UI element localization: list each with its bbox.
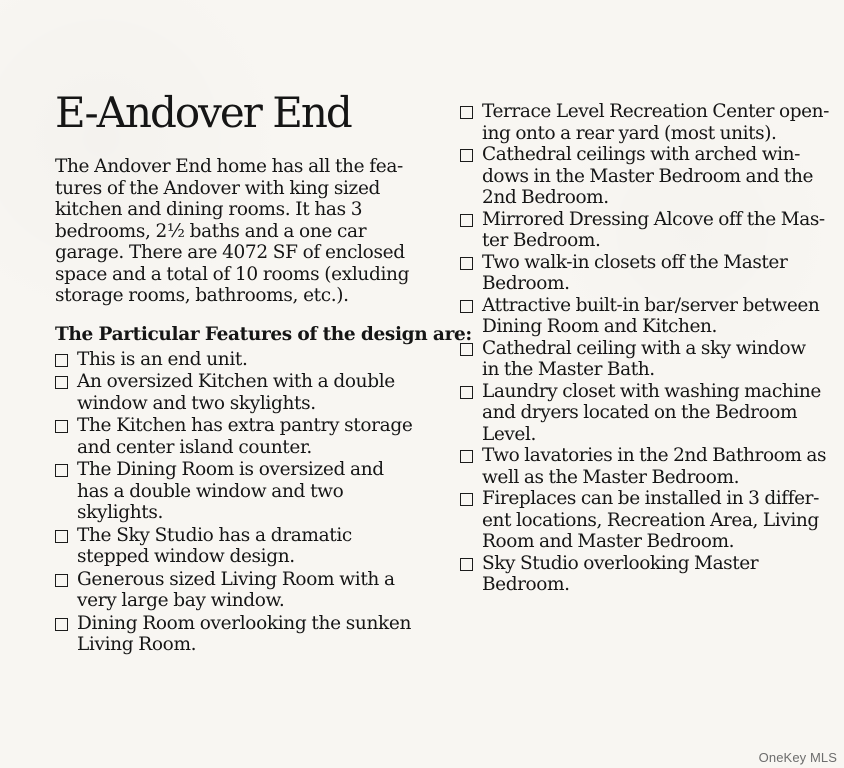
feature-item	[460, 488, 832, 553]
feature-text: Dining Room overlooking the sunken Living Room.	[77, 612, 412, 655]
watermark-text: OneKey MLS	[758, 750, 837, 765]
features-heading: The Particular Features of the design are:	[55, 323, 472, 345]
left-column	[55, 88, 472, 657]
feature-item	[55, 349, 425, 371]
feature-item	[55, 371, 425, 414]
feature-text: The Dining Room is oversized and has a double window and two skylights.	[77, 459, 384, 523]
feature-text: The Sky Studio has a dramatic stepped window design.	[77, 524, 352, 567]
feature-text: Sky Studio overlooking Master Bedroom.	[482, 552, 759, 595]
feature-item	[460, 252, 832, 295]
checkbox-icon	[460, 386, 473, 399]
feature-text: Laundry closet with washing machine and dryers located on the Bedroom Level.	[482, 380, 821, 445]
feature-item	[460, 295, 832, 338]
feature-text: Two walk-in closets off the Master Bedroom.	[482, 251, 788, 294]
checkbox-icon	[55, 574, 68, 587]
feature-item	[460, 553, 832, 596]
checkbox-icon	[460, 343, 473, 356]
feature-item	[460, 445, 832, 488]
feature-item	[55, 459, 425, 524]
feature-item	[55, 613, 425, 656]
checkbox-icon	[460, 558, 473, 571]
checkbox-icon	[460, 214, 473, 227]
intro-paragraph: The Andover End home has all the fea- tures of the Andover with king sized kitchen and dining rooms. It has 3 bedrooms, 2½ baths and a one car garage. There are 4072 SF of enclosed space and a total of 10 rooms (exluding storage rooms, bathrooms, etc.).	[55, 156, 410, 306]
feature-text: Attractive built-in bar/server between Dining Room and Kitchen.	[482, 294, 820, 337]
checkbox-icon	[460, 106, 473, 119]
checkbox-icon	[460, 450, 473, 463]
checkbox-icon	[55, 618, 68, 631]
feature-text: Generous sized Living Room with a very large bay window.	[77, 568, 395, 611]
right-column	[460, 101, 832, 596]
feature-text: The Kitchen has extra pantry storage and center island counter.	[77, 415, 413, 458]
feature-text: This is an end unit.	[77, 348, 248, 370]
left-feature-list	[55, 349, 425, 656]
feature-text: An oversized Kitchen with a double window and two skylights.	[77, 371, 395, 414]
feature-text: Mirrored Dressing Alcove off the Mas- ter Bedroom.	[482, 208, 825, 251]
right-feature-list	[460, 101, 832, 596]
feature-text: Fireplaces can be installed in 3 differ- ent locations, Recreation Area, Living Room and Master Bedroom.	[482, 488, 819, 552]
checkbox-icon	[55, 530, 68, 543]
feature-item	[460, 144, 832, 209]
checkbox-icon	[460, 149, 473, 162]
feature-item	[55, 569, 425, 612]
checkbox-icon	[55, 420, 68, 433]
checkbox-icon	[460, 300, 473, 313]
feature-item	[55, 525, 425, 568]
feature-item	[55, 415, 425, 458]
checkbox-icon	[55, 376, 68, 389]
checkbox-icon	[460, 493, 473, 506]
feature-item	[460, 381, 832, 446]
checkbox-icon	[55, 354, 68, 367]
feature-item	[460, 209, 832, 252]
feature-text: Two lavatories in the 2nd Bathroom as well as the Master Bedroom.	[482, 445, 827, 488]
feature-text: Terrace Level Recreation Center open- ing onto a rear yard (most units).	[482, 101, 830, 144]
feature-item	[460, 101, 832, 144]
feature-text: Cathedral ceilings with arched win- dows in the Master Bedroom and the 2nd Bedroom.	[482, 144, 813, 208]
checkbox-icon	[460, 257, 473, 270]
feature-text: Cathedral ceiling with a sky window in the Master Bath.	[482, 337, 806, 380]
page-title: E-Andover End	[55, 88, 351, 137]
checkbox-icon	[55, 464, 68, 477]
feature-item	[460, 338, 832, 381]
